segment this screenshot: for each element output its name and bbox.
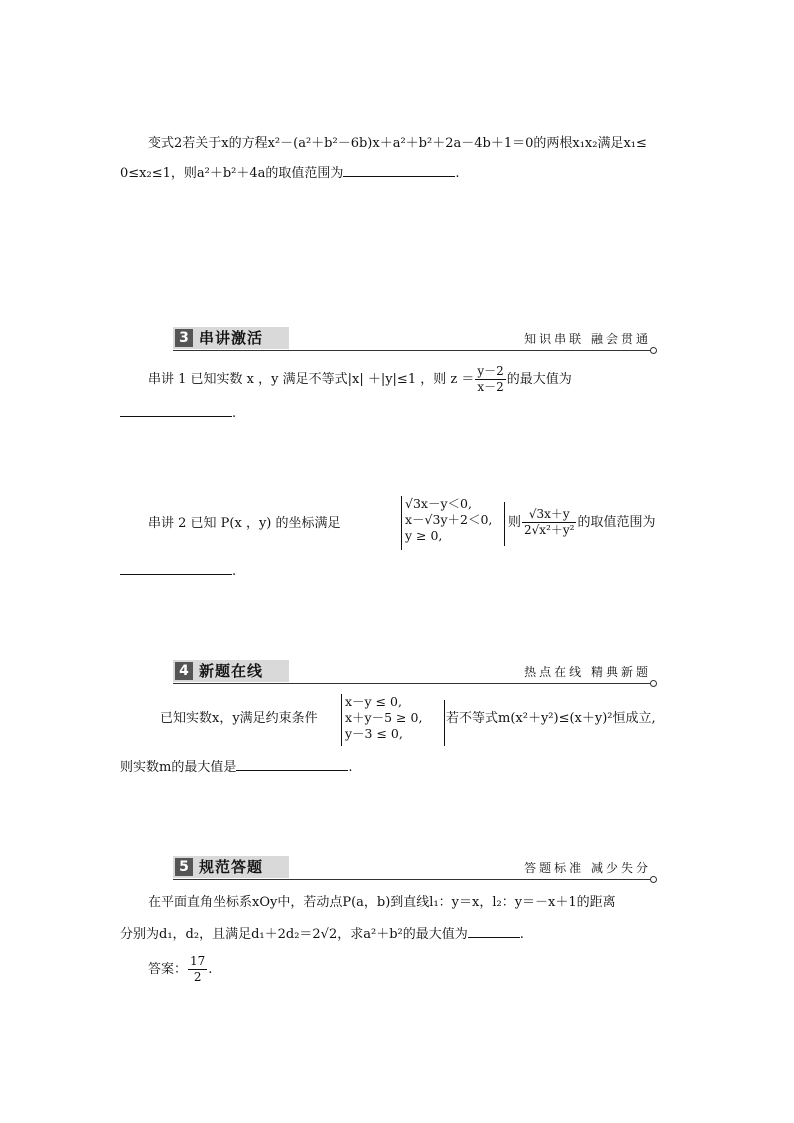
answer-blank[interactable] xyxy=(343,164,455,177)
answer-period: . xyxy=(208,962,213,977)
norm-line2-text: 分别为d₁，d₂，且满足d₁＋2d₂＝2√2，求a²＋b²的最大值为 xyxy=(120,927,468,942)
answer-frac-den: 2 xyxy=(193,970,202,984)
new1-sys-row2: x＋y－5 ≥ 0, xyxy=(345,710,423,725)
chuan1-prefix: 串讲 1 已知实数 x ，y 满足不等式|x| ＋|y|≤1 ，则 z ＝ xyxy=(148,372,475,387)
section-5-dot xyxy=(650,876,657,883)
norm-answer xyxy=(148,954,212,986)
new1-system xyxy=(345,694,422,742)
section-4-rule xyxy=(173,683,653,684)
new1-prefix: 已知实数x，y满足约束条件 xyxy=(160,711,318,726)
new1-sys-row1: x－y ≤ 0, xyxy=(345,694,402,709)
section-3-header xyxy=(173,327,653,353)
chuan2-line2 xyxy=(120,562,236,582)
answer-fraction xyxy=(188,954,207,985)
answer-blank[interactable] xyxy=(236,758,348,771)
new1-brace xyxy=(341,694,342,746)
section-5-number: 5 xyxy=(175,858,193,876)
new1-line2 xyxy=(120,758,352,778)
chuan2-brace xyxy=(401,496,402,550)
chuan2-system xyxy=(405,496,492,544)
section-5-title-box xyxy=(173,856,289,878)
section-5-header xyxy=(173,856,653,882)
answer-label: 答案： xyxy=(148,962,188,977)
variant2-line2 xyxy=(120,164,460,184)
chuan1-suffix: 的最大值为 xyxy=(506,372,572,387)
section-3-subtitle: 知识串联 融会贯通 xyxy=(524,332,651,346)
chuan1-frac-den: x－2 xyxy=(477,380,504,394)
chuan2-sys-row1: √3x－y＜0, xyxy=(405,496,472,511)
section-5-title: 规范答题 xyxy=(199,858,264,876)
new1-line2-text: 则实数m的最大值是 xyxy=(120,760,237,775)
chuan1-fraction xyxy=(475,364,505,395)
chuan1-line2 xyxy=(120,404,236,424)
section-4-header xyxy=(173,660,653,686)
section-4-subtitle: 热点在线 精典新题 xyxy=(524,665,651,679)
section-5-rule xyxy=(173,879,653,880)
chuan1-line1 xyxy=(148,364,572,396)
chuan2-sys-row3: y ≥ 0, xyxy=(405,528,443,543)
answer-frac-num: 17 xyxy=(190,954,206,968)
period: . xyxy=(455,166,460,181)
period: . xyxy=(348,760,353,775)
period: . xyxy=(232,406,237,421)
variant2-line2-text: 0≤x₂≤1，则a²＋b²＋4a的取值范围为 xyxy=(120,166,344,181)
chuan2-suffix: 的取值范围为 xyxy=(577,515,656,530)
chuan2-sys-row2: x－√3y＋2＜0, xyxy=(405,512,493,527)
chuan2-tail xyxy=(508,506,655,540)
section-3-rule xyxy=(173,350,653,351)
section-5-subtitle: 答题标准 减少失分 xyxy=(524,861,651,875)
section-4-title: 新题在线 xyxy=(199,662,264,680)
chuan2-frac-num: √3x＋y xyxy=(522,507,576,523)
section-4-title-box xyxy=(173,660,289,682)
norm-line2 xyxy=(120,925,524,945)
section-4-number: 4 xyxy=(175,662,193,680)
section-3-title: 串讲激活 xyxy=(199,329,264,347)
chuan1-frac-num: y－2 xyxy=(477,364,504,378)
new1-sys-row3: y－3 ≤ 0, xyxy=(345,726,403,741)
section-4-dot xyxy=(650,680,657,687)
new1-suffix: 若不等式m(x²＋y²)≤(x＋y)²恒成立, xyxy=(446,711,656,726)
chuan2-frac-den: 2√x²＋y² xyxy=(524,523,575,537)
answer-blank[interactable] xyxy=(120,404,232,417)
chuan2-prefix: 串讲 2 已知 P(x ，y) 的坐标满足 xyxy=(148,516,341,531)
variant2-line1: 变式2若关于x的方程x²－(a²＋b²－6b)x＋a²＋b²＋2a－4b＋1＝0的两根x₁x₂满足x₁≤ xyxy=(148,136,647,151)
section-3-number: 3 xyxy=(175,329,193,347)
period: . xyxy=(519,927,524,942)
chuan2-then: 则 xyxy=(508,515,522,530)
new1-brace-right xyxy=(444,700,445,746)
chuan2-brace-right xyxy=(504,502,505,546)
norm-line1: 在平面直角坐标系xOy中，若动点P(a，b)到直线l₁：y＝x，l₂：y＝－x＋1的距离 xyxy=(148,895,616,910)
chuan2-fraction xyxy=(522,507,576,538)
period: . xyxy=(232,564,237,579)
section-3-title-box xyxy=(173,327,289,349)
section-3-dot xyxy=(650,347,657,354)
answer-blank[interactable] xyxy=(468,925,520,938)
answer-blank[interactable] xyxy=(120,562,232,575)
